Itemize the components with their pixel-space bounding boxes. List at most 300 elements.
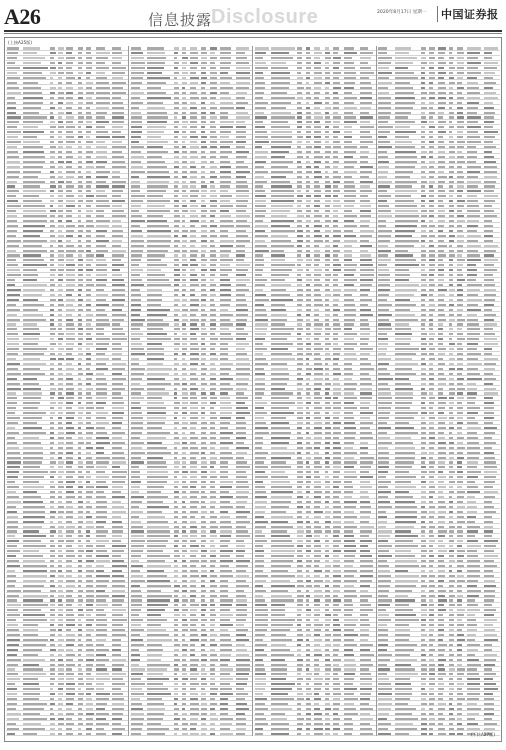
table-cell: [457, 230, 463, 232]
table-cell: [78, 604, 82, 606]
table-cell: [23, 471, 47, 473]
table-cell: [174, 397, 178, 399]
table-cell: [421, 52, 425, 54]
table-cell: [86, 47, 91, 49]
table-cell: [58, 259, 64, 261]
table-cell: [210, 516, 218, 518]
table-cell: [325, 161, 329, 163]
table-cell: [378, 102, 391, 104]
table-cell: [112, 240, 122, 242]
table-cell: [255, 713, 265, 715]
table-cell: [395, 383, 412, 385]
table-cell: [344, 314, 356, 316]
table-cell: [182, 708, 185, 710]
table-cell: [96, 225, 109, 227]
table-cell: [395, 348, 419, 350]
table-cell: [395, 215, 419, 217]
table-cell: [66, 250, 75, 252]
table-cell: [210, 176, 217, 178]
table-cell: [96, 200, 109, 202]
table-cell: [255, 417, 264, 419]
table-cell: [201, 131, 204, 133]
table-cell: [78, 698, 84, 700]
table-cell: [86, 378, 92, 380]
table-cell: [306, 491, 310, 493]
table-cell: [131, 713, 144, 715]
table-cell: [86, 530, 91, 532]
table-cell: [360, 619, 369, 621]
table-cell: [271, 575, 295, 577]
table-cell: [86, 146, 92, 148]
table-cell: [131, 116, 142, 118]
table-cell: [325, 659, 330, 661]
table-cell: [236, 649, 247, 651]
table-cell: [333, 668, 340, 670]
table-cell: [360, 333, 370, 335]
table-cell: [174, 575, 178, 577]
table-cell: [314, 526, 321, 528]
table-cell: [429, 185, 433, 187]
table-cell: [360, 683, 372, 685]
table-cell: [112, 496, 124, 498]
table-cell: [297, 141, 302, 143]
table-cell: [449, 427, 454, 429]
table-cell: [378, 171, 388, 173]
table-cell: [421, 107, 426, 109]
table-cell: [467, 319, 478, 321]
table-cell: [325, 698, 329, 700]
table-cell: [449, 181, 455, 183]
table-cell: [112, 97, 121, 99]
table-cell: [378, 294, 389, 296]
table-cell: [201, 664, 206, 666]
table-cell: [271, 659, 285, 661]
table-cell: [147, 442, 161, 444]
table-cell: [429, 245, 434, 247]
table-cell: [421, 67, 424, 69]
table-cell: [457, 146, 464, 148]
table-cell: [174, 299, 180, 301]
table-cell: [220, 639, 231, 641]
table-cell: [306, 235, 311, 237]
table-cell: [174, 595, 178, 597]
table-cell: [220, 166, 231, 168]
table-cell: [66, 614, 74, 616]
table-cell: [220, 225, 234, 227]
table-cell: [182, 683, 186, 685]
table-cell: [360, 309, 371, 311]
table-cell: [220, 328, 230, 330]
table-cell: [360, 693, 372, 695]
table-cell: [378, 289, 390, 291]
table-cell: [421, 363, 425, 365]
table-cell: [378, 254, 388, 256]
table-cell: [306, 540, 312, 542]
table-cell: [220, 521, 231, 523]
table-cell: [96, 526, 104, 528]
table-cell: [7, 146, 17, 148]
table-cell: [96, 595, 109, 597]
table-cell: [78, 476, 84, 478]
table-cell: [306, 161, 311, 163]
table-cell: [7, 521, 18, 523]
table-cell: [333, 220, 338, 222]
table-cell: [236, 585, 249, 587]
table-cell: [236, 550, 245, 552]
table-cell: [255, 402, 267, 404]
table-cell: [190, 319, 199, 321]
table-cell: [201, 284, 206, 286]
table-cell: [50, 126, 56, 128]
newspaper-logo: 中国证券报: [441, 8, 499, 21]
table-cell: [96, 713, 109, 715]
table-cell: [467, 72, 481, 74]
table-cell: [395, 225, 418, 227]
table-cell: [236, 156, 247, 158]
table-cell: [333, 501, 340, 503]
table-cell: [255, 62, 266, 64]
table-cell: [360, 604, 371, 606]
table-cell: [220, 486, 232, 488]
table-cell: [429, 166, 433, 168]
table-cell: [23, 338, 39, 340]
table-cell: [182, 659, 186, 661]
table-cell: [220, 67, 230, 69]
table-cell: [271, 723, 289, 725]
table-cell: [421, 264, 425, 266]
table-cell: [147, 121, 167, 123]
table-cell: [86, 77, 91, 79]
table-row: [254, 731, 377, 736]
table-cell: [66, 225, 75, 227]
table-cell: [255, 146, 263, 148]
table-cell: [484, 284, 496, 286]
table-cell: [297, 269, 302, 271]
table-cell: [271, 545, 294, 547]
table-cell: [50, 195, 54, 197]
table-cell: [449, 82, 455, 84]
table-cell: [325, 644, 331, 646]
table-cell: [112, 466, 120, 468]
table-cell: [66, 97, 73, 99]
table-cell: [297, 535, 303, 537]
table-cell: [449, 107, 452, 109]
table-cell: [78, 343, 83, 345]
table-cell: [112, 560, 124, 562]
table-cell: [182, 550, 187, 552]
table-cell: [395, 47, 412, 49]
table-cell: [78, 220, 82, 222]
table-cell: [333, 733, 338, 735]
table-cell: [23, 664, 38, 666]
table-cell: [220, 496, 233, 498]
table-cell: [201, 151, 205, 153]
table-cell: [325, 427, 331, 429]
table-cell: [174, 309, 180, 311]
table-cell: [449, 141, 454, 143]
table-cell: [96, 126, 105, 128]
table-cell: [297, 550, 301, 552]
table-cell: [23, 353, 44, 355]
table-cell: [438, 195, 447, 197]
table-cell: [333, 146, 341, 148]
table-cell: [255, 388, 265, 390]
table-cell: [66, 279, 75, 281]
table-cell: [86, 225, 94, 227]
table-cell: [236, 432, 246, 434]
table-cell: [255, 521, 269, 523]
table-cell: [131, 388, 144, 390]
table-cell: [314, 230, 320, 232]
table-cell: [395, 412, 418, 414]
table-cell: [297, 47, 301, 49]
table-cell: [174, 323, 180, 325]
table-cell: [86, 259, 93, 261]
table-cell: [271, 668, 287, 670]
table-cell: [297, 245, 302, 247]
table-cell: [306, 284, 310, 286]
table-cell: [58, 240, 62, 242]
table-cell: [112, 550, 123, 552]
table-cell: [457, 348, 463, 350]
table-cell: [182, 358, 186, 360]
table-cell: [378, 432, 387, 434]
table-cell: [96, 614, 106, 616]
table-cell: [344, 121, 358, 123]
table-cell: [220, 402, 231, 404]
table-cell: [271, 294, 290, 296]
table-cell: [182, 259, 187, 261]
table-cell: [220, 220, 233, 222]
table-cell: [66, 461, 72, 463]
table-cell: [7, 383, 20, 385]
table-cell: [58, 723, 64, 725]
table-cell: [58, 348, 64, 350]
table-cell: [484, 422, 493, 424]
table-cell: [344, 254, 353, 256]
table-cell: [96, 363, 106, 365]
table-cell: [174, 713, 178, 715]
table-cell: [78, 363, 81, 365]
table-cell: [66, 683, 74, 685]
table-cell: [306, 299, 311, 301]
table-cell: [421, 87, 425, 89]
table-cell: [147, 151, 168, 153]
table-cell: [421, 47, 426, 49]
table-cell: [96, 72, 105, 74]
table-cell: [131, 220, 145, 222]
table-cell: [182, 363, 187, 365]
table-cell: [449, 87, 453, 89]
table-cell: [50, 506, 54, 508]
table-cell: [58, 545, 62, 547]
table-cell: [467, 333, 480, 335]
table-cell: [23, 466, 39, 468]
table-cell: [378, 136, 387, 138]
table-cell: [78, 506, 84, 508]
table-cell: [325, 328, 331, 330]
table-cell: [306, 215, 310, 217]
table-cell: [297, 299, 302, 301]
table-cell: [344, 570, 357, 572]
table-cell: [220, 195, 233, 197]
table-cell: [201, 555, 206, 557]
table-cell: [174, 102, 179, 104]
table-cell: [174, 540, 179, 542]
table-cell: [236, 92, 247, 94]
table-cell: [147, 397, 161, 399]
table-cell: [236, 402, 245, 404]
table-cell: [360, 126, 374, 128]
table-cell: [297, 363, 302, 365]
table-cell: [210, 688, 218, 690]
table-cell: [314, 156, 323, 158]
table-cell: [147, 215, 163, 217]
table-cell: [210, 501, 216, 503]
table-cell: [174, 526, 180, 528]
table-cell: [220, 535, 231, 537]
table-cell: [58, 225, 63, 227]
table-cell: [220, 82, 230, 84]
table-cell: [201, 136, 206, 138]
table-cell: [210, 343, 217, 345]
table-cell: [112, 516, 121, 518]
table-cell: [360, 82, 371, 84]
table-cell: [344, 269, 356, 271]
table-cell: [147, 338, 171, 340]
table-cell: [297, 570, 301, 572]
table-cell: [220, 304, 230, 306]
table-cell: [147, 47, 163, 49]
table-cell: [112, 728, 124, 730]
table-cell: [210, 62, 215, 64]
table-cell: [86, 668, 93, 670]
table-cell: [360, 304, 368, 306]
table-cell: [344, 442, 355, 444]
table-cell: [174, 683, 178, 685]
table-cell: [174, 52, 178, 54]
table-cell: [220, 417, 231, 419]
table-cell: [78, 378, 82, 380]
table-cell: [58, 57, 64, 59]
table-cell: [333, 688, 340, 690]
table-cell: [378, 269, 388, 271]
table-cell: [190, 703, 199, 705]
table-cell: [86, 205, 92, 207]
table-cell: [50, 609, 55, 611]
table-cell: [190, 274, 197, 276]
table-cell: [50, 121, 55, 123]
table-cell: [131, 476, 141, 478]
table-cell: [421, 181, 427, 183]
table-cell: [271, 225, 290, 227]
table-cell: [50, 673, 55, 675]
table-cell: [190, 323, 197, 325]
table-cell: [112, 481, 125, 483]
table-cell: [421, 82, 425, 84]
table-cell: [236, 52, 245, 54]
table-cell: [255, 624, 268, 626]
table-cell: [78, 284, 83, 286]
table-cell: [147, 279, 169, 281]
table-cell: [236, 309, 247, 311]
table-cell: [306, 264, 311, 266]
table-cell: [182, 353, 186, 355]
table-cell: [201, 580, 205, 582]
table-cell: [271, 412, 294, 414]
table-cell: [314, 496, 321, 498]
table-cell: [86, 57, 92, 59]
table-cell: [236, 668, 250, 670]
table-cell: [255, 333, 267, 335]
table-cell: [201, 363, 205, 365]
table-cell: [112, 363, 126, 365]
table-cell: [333, 323, 340, 325]
table-cell: [378, 190, 387, 192]
table-cell: [66, 190, 72, 192]
table-cell: [50, 678, 55, 680]
table-cell: [96, 688, 104, 690]
table-cell: [306, 713, 311, 715]
table-cell: [147, 92, 166, 94]
table-cell: [147, 565, 170, 567]
table-cell: [344, 437, 356, 439]
table-cell: [96, 585, 107, 587]
table-cell: [174, 141, 179, 143]
table-cell: [333, 299, 339, 301]
table-cell: [7, 496, 19, 498]
table-cell: [484, 190, 494, 192]
table-cell: [50, 225, 55, 227]
table-cell: [7, 432, 19, 434]
table-cell: [7, 614, 20, 616]
table-cell: [236, 654, 248, 656]
table-cell: [66, 181, 72, 183]
table-cell: [236, 176, 246, 178]
table-cell: [438, 136, 443, 138]
table-cell: [50, 639, 54, 641]
table-cell: [23, 97, 43, 99]
table-cell: [23, 457, 43, 459]
table-cell: [131, 136, 141, 138]
table-cell: [23, 481, 38, 483]
table-cell: [271, 713, 285, 715]
table-cell: [86, 112, 91, 114]
table-cell: [78, 511, 84, 513]
table-cell: [58, 402, 63, 404]
table-cell: [174, 501, 177, 503]
table-cell: [7, 368, 18, 370]
table-cell: [210, 585, 218, 587]
table-cell: [112, 629, 124, 631]
table-cell: [255, 82, 265, 84]
table-cell: [325, 235, 329, 237]
table-cell: [255, 67, 268, 69]
table-cell: [210, 506, 216, 508]
table-cell: [174, 72, 179, 74]
table-cell: [271, 62, 286, 64]
table-cell: [220, 599, 233, 601]
table-cell: [360, 190, 372, 192]
table-cell: [421, 392, 427, 394]
table-cell: [66, 585, 74, 587]
table-cell: [297, 466, 303, 468]
table-cell: [325, 471, 328, 473]
table-cell: [50, 491, 55, 493]
table-cell: [484, 121, 494, 123]
table-cell: [457, 250, 463, 252]
table-cell: [325, 195, 331, 197]
